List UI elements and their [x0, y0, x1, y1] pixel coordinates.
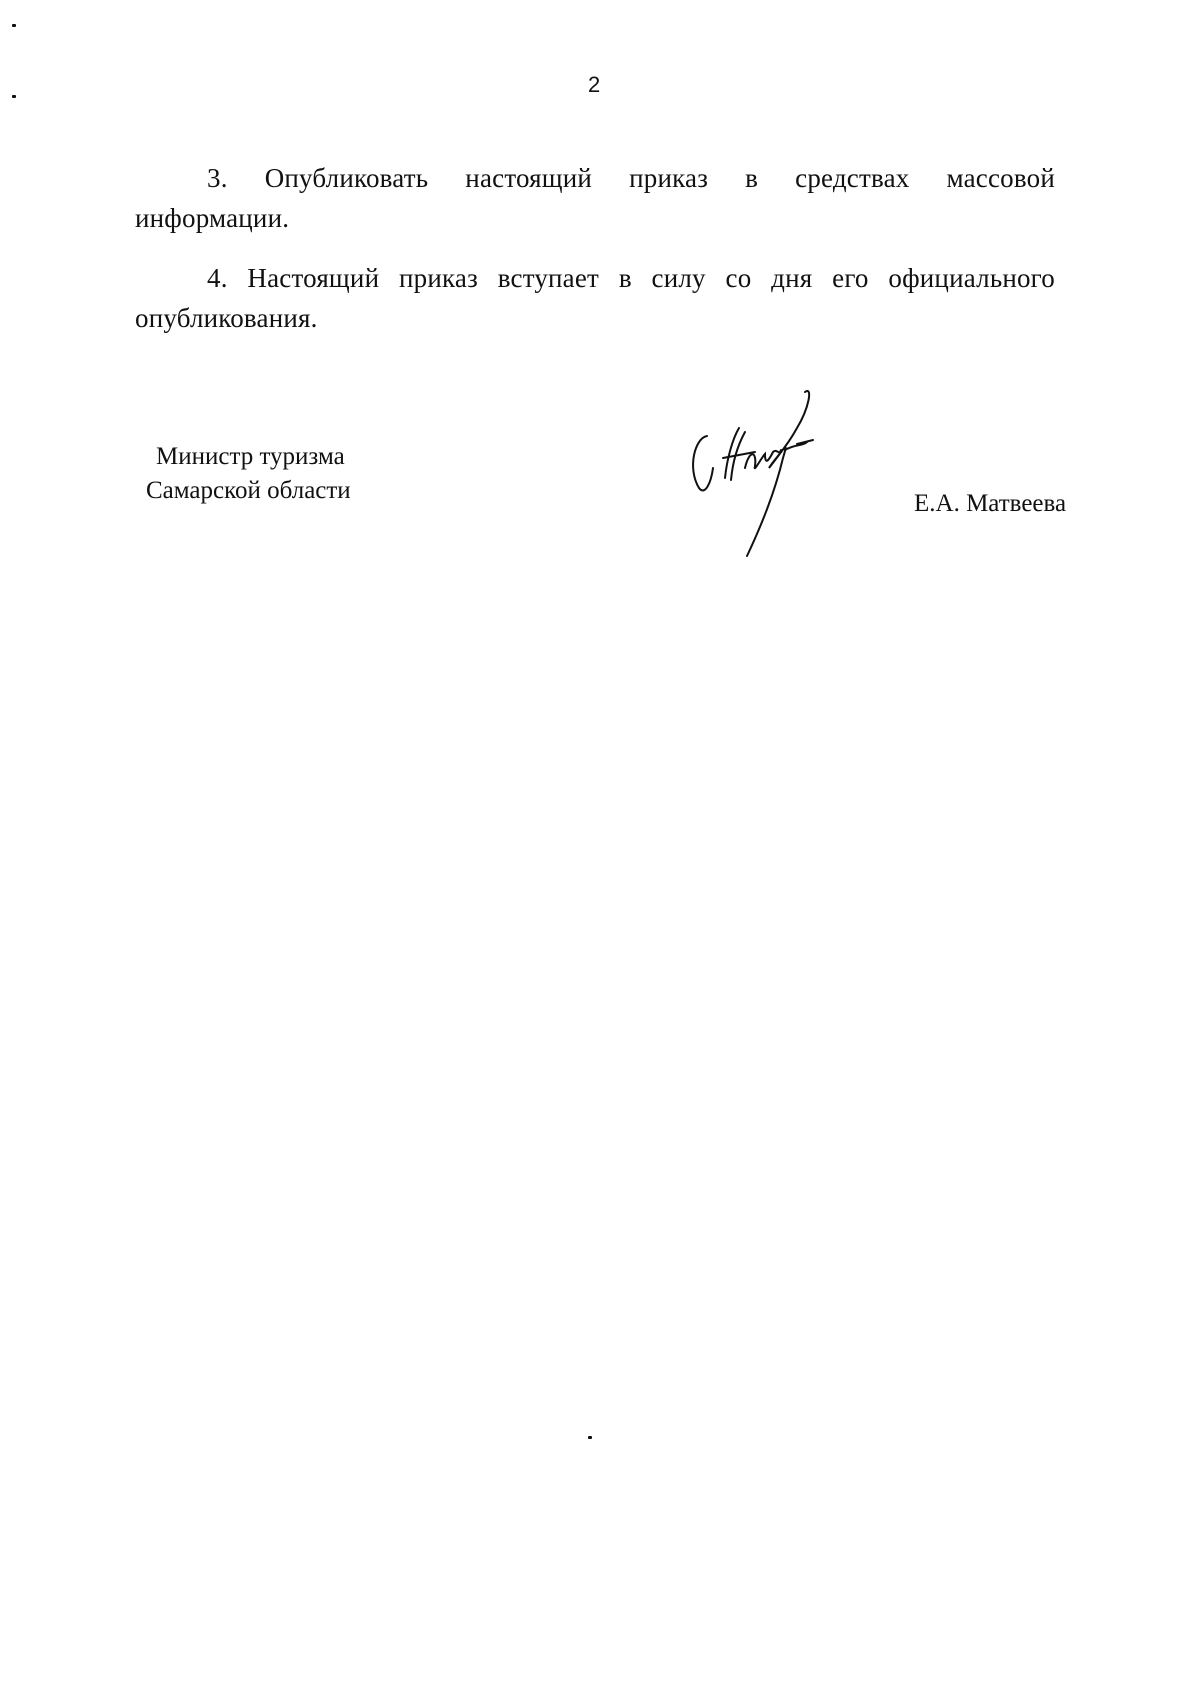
paragraph-3: 3. Опубликовать настоящий приказ в средствах массовой информации. [135, 163, 1055, 233]
page-number: 2 [588, 72, 601, 97]
signatory-name: Е.А. Матвеева [914, 490, 1067, 517]
signatory-title-line2: Самарской области [146, 477, 351, 504]
scan-speck [12, 95, 16, 98]
scan-speck [12, 24, 16, 27]
signatory-title-line1: Министр туризма [156, 443, 345, 470]
handwritten-signature [685, 388, 895, 568]
scan-speck [588, 1436, 592, 1439]
paragraph-4: 4. Настоящий приказ вступает в силу со дня его официального опубликования. [135, 263, 1055, 333]
